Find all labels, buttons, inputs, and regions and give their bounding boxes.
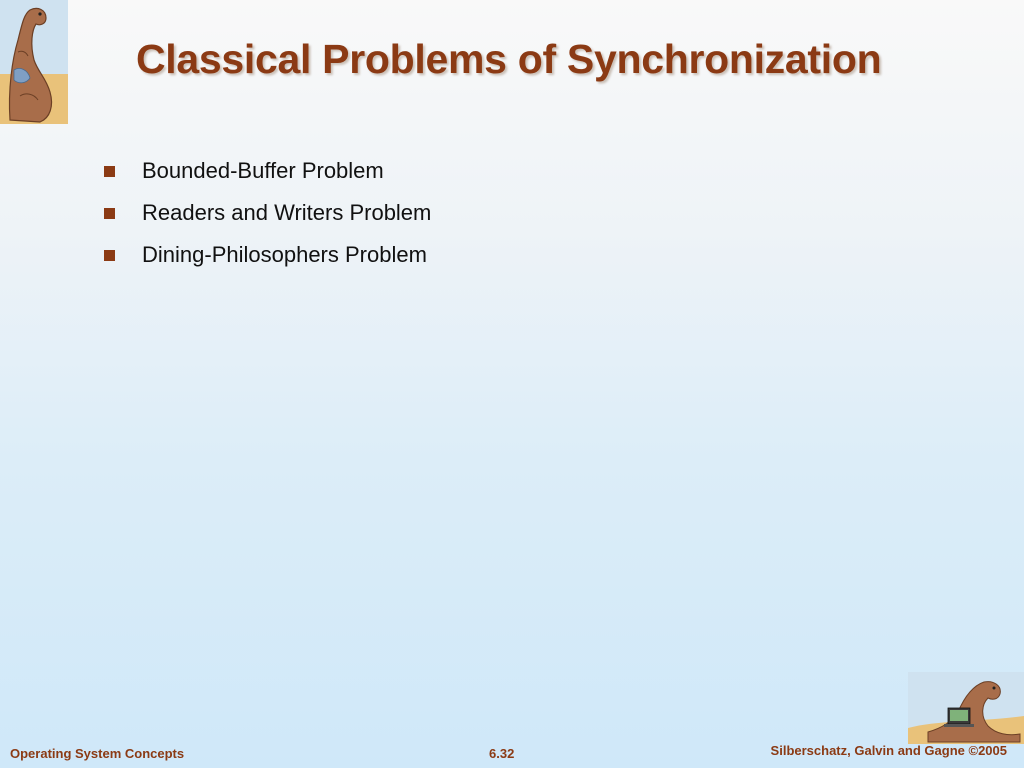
list-item [104, 192, 431, 234]
footer-course-title: Operating System Concepts [10, 746, 185, 761]
dinosaur-icon [0, 0, 68, 124]
footer-copyright: Silberschatz, Galvin and Gagne ©2005 [770, 743, 1007, 758]
bullet-text: Readers and Writers Problem [142, 200, 432, 225]
bullet-text: Dining-Philosophers Problem [142, 242, 427, 267]
list-item [104, 234, 431, 276]
slide-title: Classical Problems of Synchronization [136, 36, 882, 82]
footer-page-number: 6.32 [489, 746, 515, 761]
square-bullet-icon [104, 208, 115, 219]
square-bullet-icon [104, 166, 115, 177]
bullet-list [104, 150, 431, 276]
list-item [104, 150, 431, 192]
dinosaur-laptop-icon [908, 672, 1024, 744]
square-bullet-icon [104, 250, 115, 261]
bullet-text: Bounded-Buffer Problem [142, 158, 384, 183]
